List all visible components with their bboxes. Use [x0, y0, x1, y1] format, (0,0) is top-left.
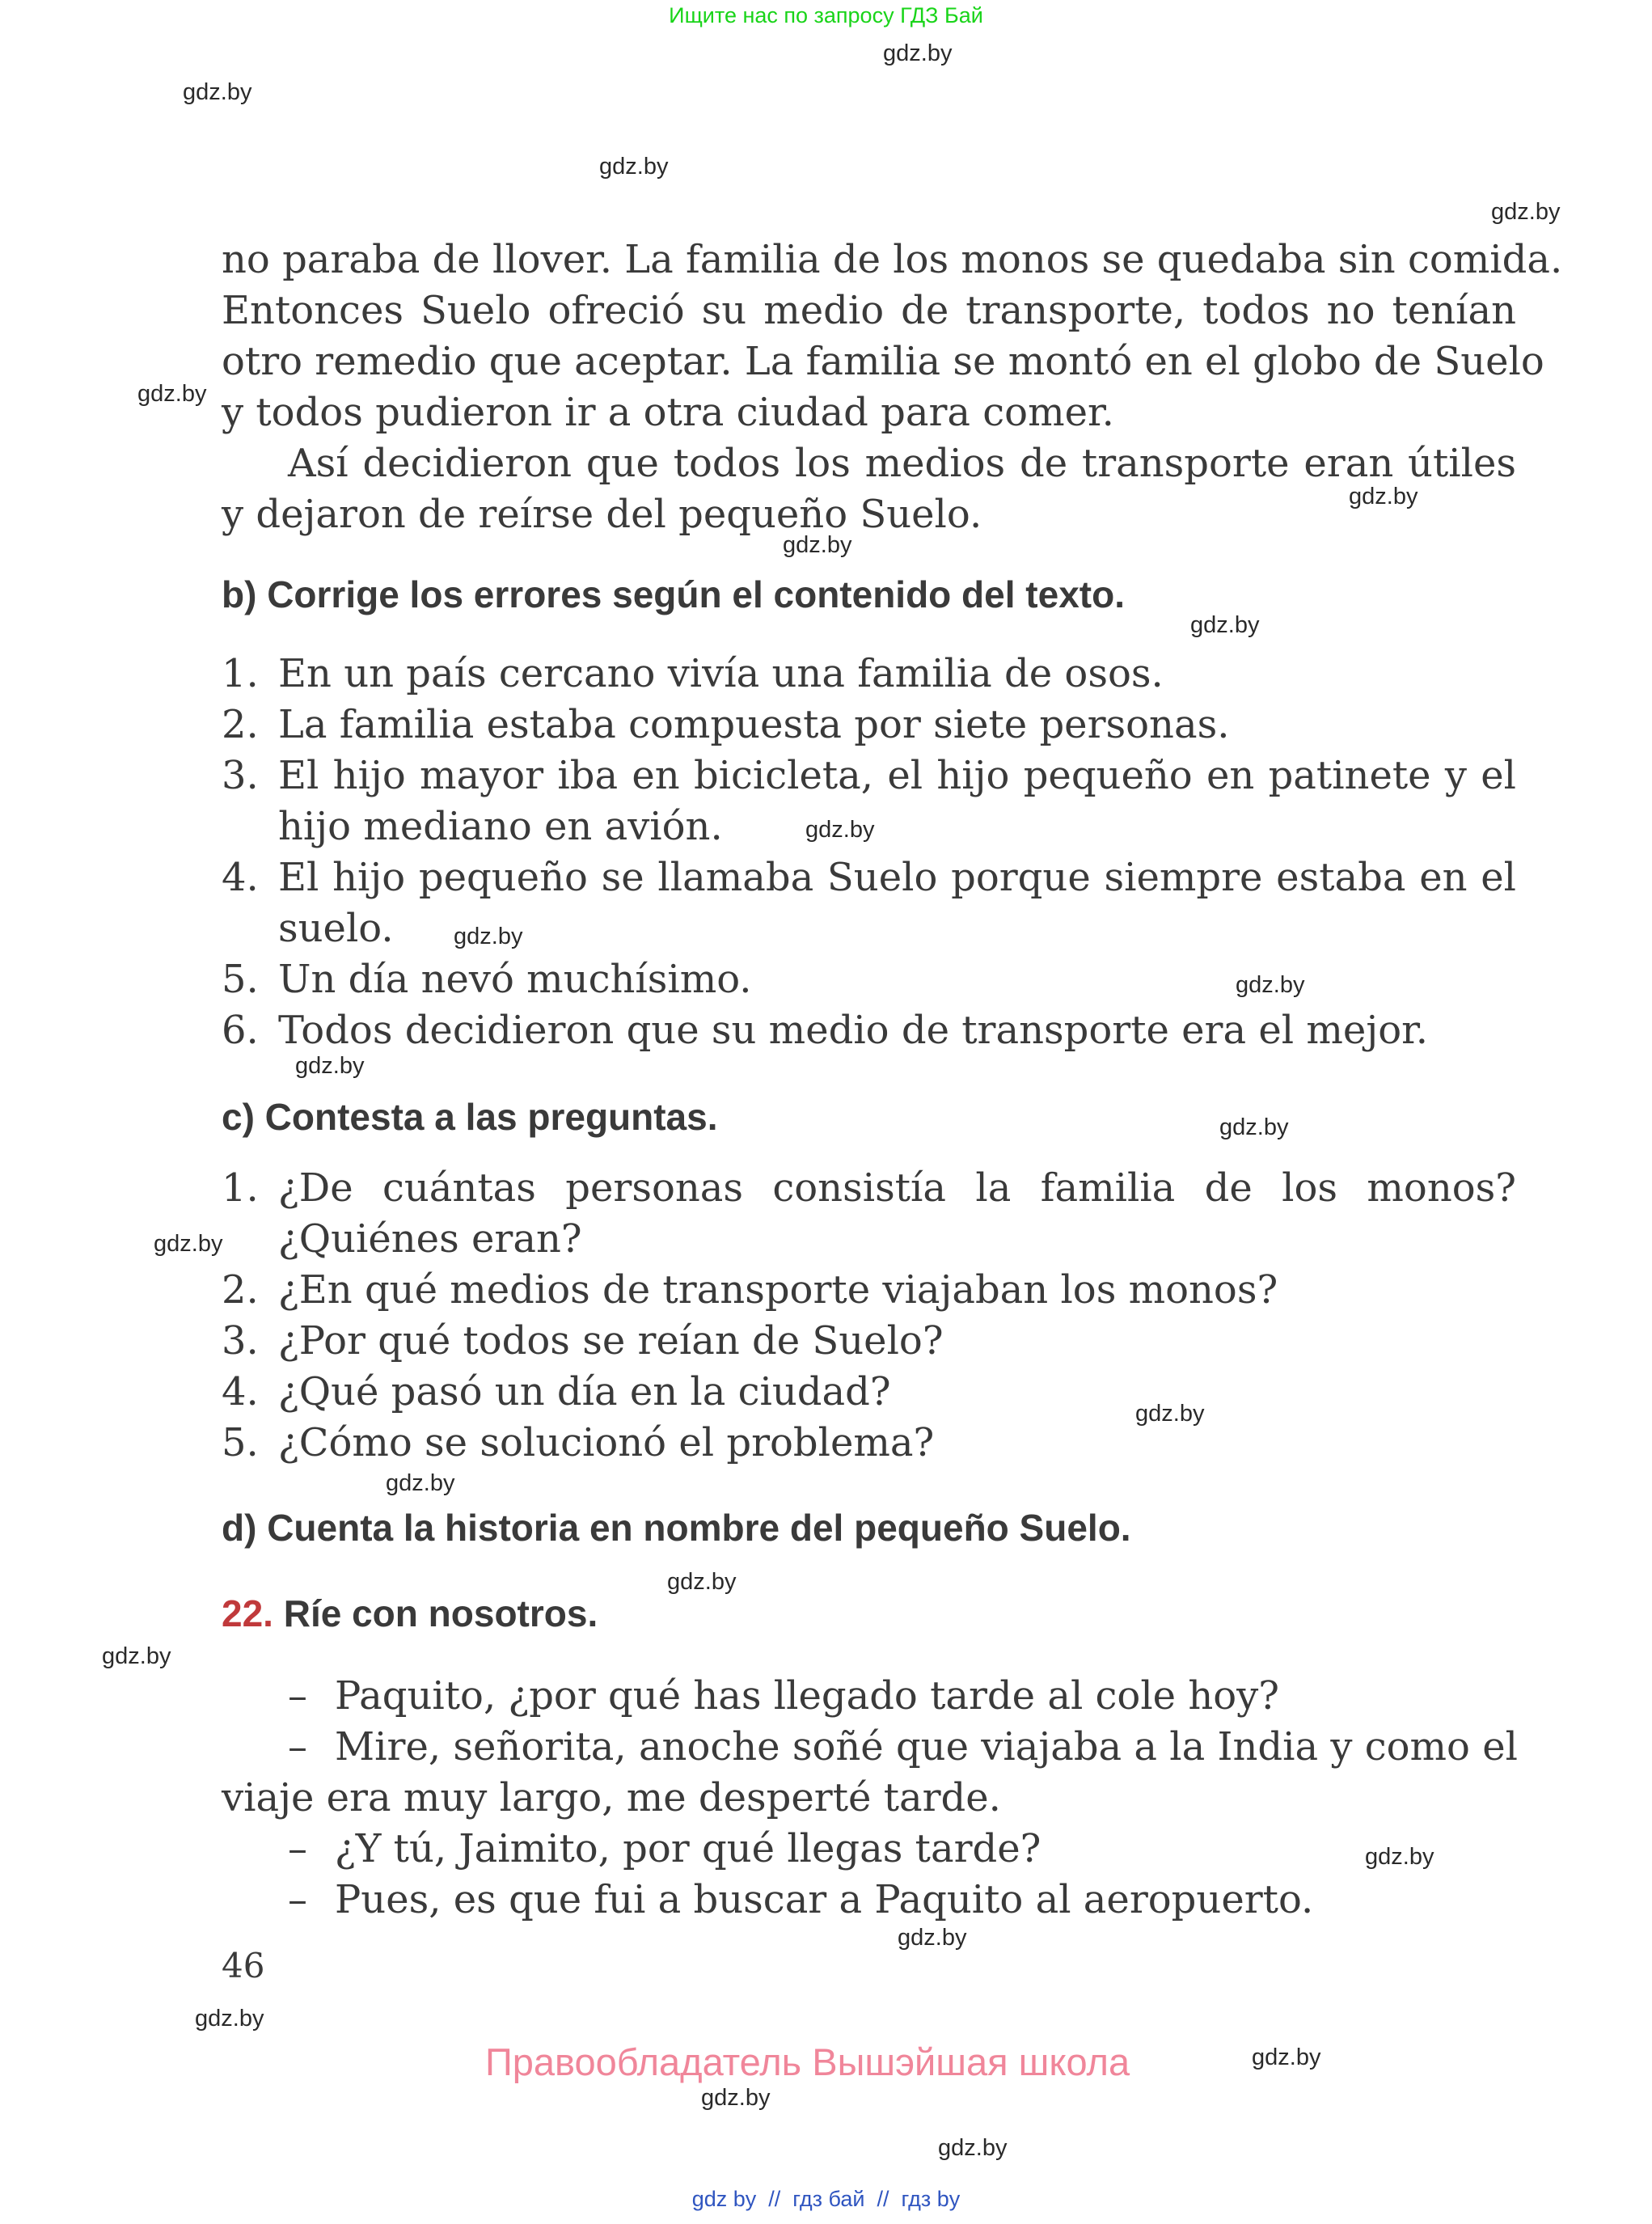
watermark: gdz.by: [386, 1470, 455, 1496]
text-line: Entonces Suelo ofreció su medio de transporte, todos no tenían: [222, 288, 1516, 333]
text-line: no paraba de llover. La familia de los monos se quedaba sin comida.: [222, 237, 1563, 282]
item-number: 4.: [222, 1369, 259, 1414]
dialogue-line: – Mire, señorita, anoche soñé que viajaba a la India y como el: [222, 1722, 1516, 1773]
task-d-heading: d) Cuenta la historia en nombre del pequeño Suelo.: [222, 1507, 1131, 1549]
item-text: El hijo pequeño se llamaba Suelo porque siempre estaba en el: [278, 855, 1516, 900]
item-text: ¿Por qué todos se reían de Suelo?: [278, 1318, 944, 1364]
list-item: [222, 852, 1516, 954]
item-text: suelo.: [278, 906, 394, 951]
dialogue-line: – ¿Y tú, Jaimito, por qué llegas tarde?: [222, 1824, 1516, 1875]
item-text: Todos decidieron que su medio de transporte era el mejor.: [278, 1008, 1429, 1053]
list-item: [222, 700, 1516, 750]
watermark: gdz.by: [1190, 612, 1260, 638]
item-number: 1.: [222, 651, 259, 696]
dialogue-line: – Paquito, ¿por qué has llegado tarde al cole hoy?: [222, 1671, 1516, 1722]
watermark: gdz.by: [1252, 2044, 1321, 2070]
item-text: ¿En qué medios de transporte viajaban los monos?: [278, 1267, 1278, 1313]
watermark: gdz.by: [137, 381, 207, 407]
watermark: gdz.by: [883, 40, 953, 66]
watermark: gdz.by: [454, 924, 523, 949]
watermark: gdz.by: [295, 1053, 365, 1079]
watermark: gdz.by: [183, 79, 252, 105]
item-number: 2.: [222, 1267, 259, 1313]
dialogue-line: viaje era muy largo, me desperté tarde.: [222, 1775, 1001, 1820]
watermark: gdz.by: [805, 817, 875, 843]
task-b-list: [222, 649, 1516, 1056]
item-number: 6.: [222, 1008, 259, 1053]
list-item: [222, 1265, 1516, 1316]
item-number: 5.: [222, 957, 259, 1002]
item-text: ¿Qué pasó un día en la ciudad?: [278, 1369, 891, 1414]
dash: –: [288, 1826, 307, 1871]
exercise-number: 22.: [222, 1592, 273, 1634]
dash: –: [288, 1724, 307, 1769]
watermark: gdz.by: [1135, 1401, 1205, 1427]
dash: –: [288, 1673, 307, 1719]
page-number: 46: [222, 1946, 265, 1985]
text-line: y dejaron de reírse del pequeño Suelo.: [222, 492, 982, 537]
watermark: gdz.by: [938, 2135, 1008, 2161]
story-paragraph: [222, 235, 1563, 540]
watermark: gdz.by: [783, 532, 852, 558]
item-number: 3.: [222, 1318, 259, 1364]
item-text: ¿Quiénes eran?: [278, 1216, 582, 1262]
bottom-links[interactable]: gdz by // гдз бай // гдз by: [691, 2187, 961, 2211]
text-line: otro remedio que aceptar. La familia se montó en el globo de Suelo: [222, 339, 1544, 384]
watermark: gdz.by: [154, 1231, 223, 1257]
list-item: [222, 1005, 1516, 1056]
item-number: 2.: [222, 702, 259, 747]
search-banner: Ищите нас по запросу ГДЗ Бай: [669, 3, 983, 27]
item-text: ¿De cuántas personas consistía la familia de los monos?: [278, 1165, 1516, 1211]
list-item: [222, 1367, 1516, 1418]
text-line: Así decidieron que todos los medios de transporte eran útiles: [288, 441, 1516, 486]
list-item: [222, 954, 1516, 1005]
item-number: 1.: [222, 1165, 259, 1211]
exercise-heading: [222, 1592, 598, 1635]
text-line: y todos pudieron ir a otra ciudad para comer.: [222, 390, 1114, 435]
exercise-title: Ríe con nosotros.: [283, 1592, 598, 1634]
item-text: En un país cercano vivía una familia de osos.: [278, 651, 1164, 696]
watermark: gdz.by: [599, 154, 669, 180]
item-text: La familia estaba compuesta por siete personas.: [278, 702, 1230, 747]
list-item: [222, 649, 1516, 700]
item-text: El hijo mayor iba en bicicleta, el hijo pequeño en patinete y el: [278, 753, 1516, 798]
list-item: [222, 1163, 1516, 1265]
watermark: gdz.by: [1491, 199, 1561, 225]
watermark: gdz.by: [1219, 1114, 1289, 1140]
list-item: [222, 750, 1516, 852]
list-item: [222, 1316, 1516, 1367]
list-item: [222, 1418, 1516, 1469]
watermark: gdz.by: [667, 1569, 737, 1595]
copyright-holder: Правообладатель Вышэйшая школа: [485, 2040, 1130, 2083]
dash: –: [288, 1877, 307, 1922]
item-number: 4.: [222, 855, 259, 900]
task-c-list: [222, 1163, 1516, 1469]
item-text: Un día nevó muchísimo.: [278, 957, 752, 1002]
item-number: 5.: [222, 1420, 259, 1465]
task-b-heading: b) Corrige los errores según el contenido del texto.: [222, 573, 1125, 615]
watermark: gdz.by: [1365, 1844, 1434, 1870]
item-text: hijo mediano en avión.: [278, 804, 723, 849]
dialogue-line: – Pues, es que fui a buscar a Paquito al aeropuerto.: [222, 1875, 1516, 1926]
watermark: gdz.by: [1236, 972, 1305, 998]
joke-dialogue: [222, 1671, 1516, 1926]
watermark: gdz.by: [102, 1643, 171, 1669]
watermark: gdz.by: [1349, 484, 1418, 509]
watermark: gdz.by: [898, 1925, 967, 1951]
watermark: gdz.by: [195, 2006, 264, 2032]
item-number: 3.: [222, 753, 259, 798]
task-c-heading: c) Contesta a las preguntas.: [222, 1096, 718, 1138]
watermark: gdz.by: [701, 2085, 771, 2111]
item-text: ¿Cómo se solucionó el problema?: [278, 1420, 935, 1465]
